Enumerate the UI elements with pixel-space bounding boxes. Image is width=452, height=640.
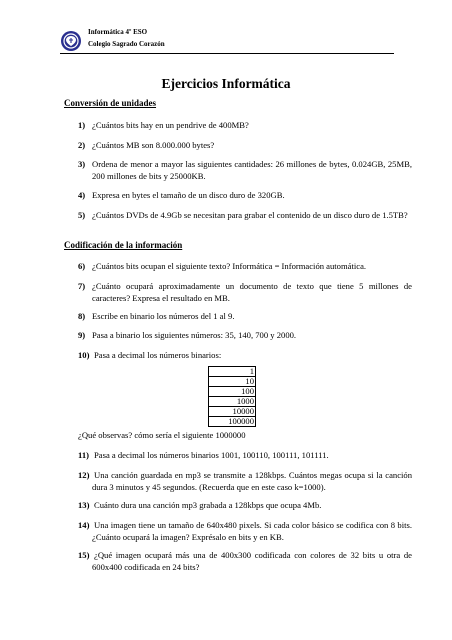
question-text: Pasa a binario los siguientes números: 35, 140, 700 y 2000.: [92, 330, 297, 340]
question-number: 15): [78, 550, 90, 560]
table-cell: 10000: [209, 407, 256, 417]
question-number: 14): [78, 520, 90, 530]
question-11: [78, 450, 412, 462]
question-text: Expresa en bytes el tamaño de un disco duro de 320GB.: [92, 190, 285, 200]
question-text: ¿Cuántos MB son 8.000.000 bytes?: [92, 140, 215, 150]
question-7: [78, 281, 412, 304]
table-row: [209, 407, 256, 417]
question-number: 3): [78, 159, 86, 169]
question-number: 10): [78, 350, 90, 360]
table-cell: 100: [209, 387, 256, 397]
question-5: [78, 210, 412, 222]
question-number: 2): [78, 140, 86, 150]
question-3: [78, 159, 412, 182]
table-cell: 10: [209, 377, 256, 387]
question-10-note: ¿Qué observas? cómo sería el siguiente 1000000: [78, 430, 246, 440]
question-number: 9): [78, 330, 86, 340]
question-text: Una imagen tiene un tamaño de 640x480 pixels. Si cada color básico se codifica con 8 bits. ¿Cuánto ocupará la imagen? Exprésalo en bits y en KB.: [92, 520, 412, 542]
question-number: 4): [78, 190, 86, 200]
table-row: [209, 417, 256, 427]
section-heading-conversion: Conversión de unidades: [64, 98, 157, 108]
question-text: Cuánto dura una canción mp3 grabada a 128kbps que ocupa 4Mb.: [94, 500, 322, 510]
table-cell: 1: [209, 367, 256, 377]
question-9: [78, 330, 412, 342]
table-row: [209, 367, 256, 377]
table-row: [209, 397, 256, 407]
question-6: [78, 261, 412, 273]
question-number: 6): [78, 261, 86, 271]
question-2: [78, 140, 412, 152]
table-row: [209, 377, 256, 387]
binary-numbers-table: [208, 366, 256, 427]
question-text: ¿Cuántos bits ocupan el siguiente texto? Informática = Información automática.: [92, 261, 367, 271]
question-14: [78, 520, 412, 543]
page-title: Ejercicios Informática: [161, 76, 291, 91]
question-text: Escribe en binario los números del 1 al 9.: [92, 311, 235, 321]
question-text: Ordena de menor a mayor las siguientes cantidades: 26 millones de bytes, 0.024GB, 25MB, 200 millones de bits y 25000KB.: [92, 159, 412, 181]
question-10: [78, 350, 412, 362]
question-12: [78, 470, 412, 493]
section-heading-encoding: Codificación de la información: [64, 240, 183, 250]
question-text: ¿Cuántos bits hay en un pendrive de 400MB?: [92, 120, 249, 130]
question-number: 11): [78, 450, 89, 460]
question-number: 12): [78, 470, 90, 480]
question-number: 13): [78, 500, 90, 510]
table-row: [209, 387, 256, 397]
table-cell: 100000: [209, 417, 256, 427]
question-text: Pasa a decimal los números binarios 1001, 100110, 100111, 101111.: [94, 450, 329, 460]
course-label: Informática 4º ESO: [88, 28, 148, 36]
question-text: ¿Qué imagen ocupará más una de 400x300 codificada con colores de 32 bits u otra de 600x400 codificada en 24 bits?: [92, 550, 412, 572]
table-cell: 1000: [209, 397, 256, 407]
question-text: Una canción guardada en mp3 se transmite a 128kbps. Cuántos megas ocupa si la canción dura 3 minutos y 45 segundos. (Recuerda que en este caso k=1000).: [92, 470, 412, 492]
question-number: 7): [78, 281, 86, 291]
question-text: ¿Cuánto ocupará aproximadamente un documento de texto que tiene 5 millones de caracteres? Expresa el resultado en MB.: [92, 281, 412, 303]
question-text: ¿Cuántos DVDs de 4.9Gb se necesitan para grabar el contenido de un disco duro de 1.5TB?: [92, 210, 408, 220]
school-crest-icon: [60, 30, 82, 52]
question-number: 5): [78, 210, 86, 220]
question-number: 1): [78, 120, 86, 130]
school-header: [88, 26, 165, 50]
question-text: Pasa a decimal los números binarios:: [94, 350, 222, 360]
question-number: 8): [78, 311, 86, 321]
question-8: [78, 311, 412, 323]
school-name: Colegio Sagrado Corazón: [88, 40, 165, 48]
question-1: [78, 120, 412, 132]
header-divider: [60, 53, 394, 54]
question-15: [78, 550, 412, 573]
question-13: [78, 500, 412, 512]
question-4: [78, 190, 412, 202]
